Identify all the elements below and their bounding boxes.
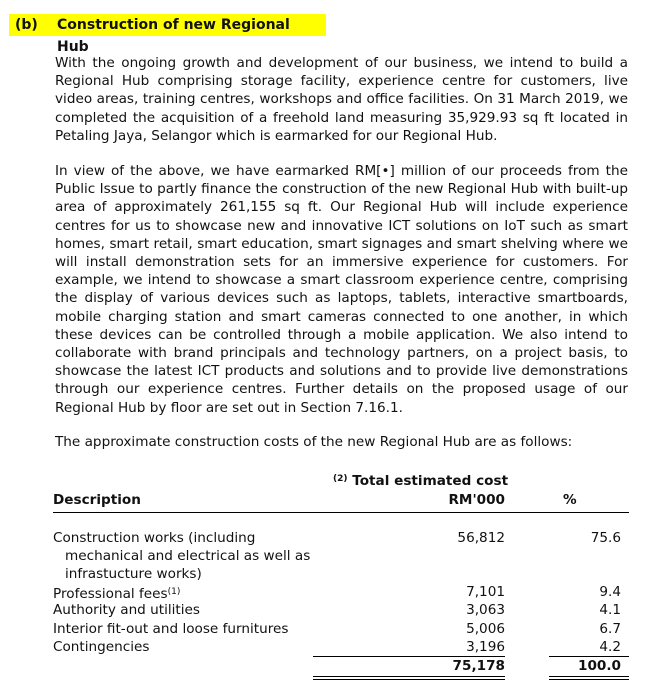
table-row-note: (1) [167, 587, 181, 597]
total-pct: 100.0 [578, 658, 621, 674]
table-row-cost: 5,006 [466, 621, 505, 637]
paragraph-regional-hub-intro: With the ongoing growth and development of our business, we intend to build a Regional Hub comprising storage facility, experience centre for customers, live video areas, training centres, workshops and office facilities. On 31 March 2019, we completed the acquisition of a freehold land measuring 35,929.93 sq ft located in Petaling Jaya, Selangor which is earmarked for our Regional Hub. [55, 55, 628, 144]
paragraph-regional-hub-details: In view of the above, we have earmarked RM[•] million of our proceeds from the Public Issue to partly finance the construction of the new Regional Hub with built-up area of approximately 261,155 sq ft. Our Regional Hub will include experience centres for us to showcase new and innovative ICT solutions on IoT such as smart homes, smart retail, smart education, smart signages and smart shelving where we will install demonstration sets for an immersive experience for customers. For example, we intend to showcase a smart classroom experience centre, comprising the display of various devices such as laptops, tablets, interactive smartboards, mobile charging station and smart cameras connected to one another, in which these devices can be controlled through a mobile application. We also intend to collaborate with brand principals and technology partners, on a project basis, to showcase the latest ICT products and solutions and to provide live demonstrations through our experience centres. Further details on the proposed usage of our Regional Hub by floor are set out in Section 7.16.1. [55, 163, 628, 416]
description-header: Description [53, 492, 141, 508]
table-row-cost: 56,812 [457, 530, 505, 546]
table-row-pct: 9.4 [599, 584, 621, 600]
section-number: (b) [15, 17, 38, 33]
table-row-pct: 4.2 [599, 639, 621, 655]
table-row-pct: 75.6 [590, 530, 621, 546]
table-row-cost: 3,196 [466, 639, 505, 655]
table-row-pct: 4.1 [599, 602, 621, 618]
table-row-pct: 6.7 [599, 621, 621, 637]
table-row-cost: 7,101 [466, 584, 505, 600]
total-pct-double-rule-1 [549, 676, 629, 677]
pct-header: % [563, 492, 577, 508]
table-row-description: Contingencies [53, 639, 150, 655]
cost-header-label: $^{(2)}$ Total estimated cost [333, 473, 509, 489]
section-title: Construction of new Regional Hub [57, 17, 290, 55]
header-underline [53, 512, 629, 513]
section-heading [9, 14, 326, 55]
cost-header-note: (2) [333, 474, 348, 484]
total-cost: 75,178 [452, 658, 505, 674]
total-cost-double-rule-2 [313, 679, 505, 680]
total-cost-double-rule-1 [313, 676, 505, 677]
table-row-cost: 3,063 [466, 602, 505, 618]
table-row-description: Professional fees$^{(1)}$ [53, 586, 181, 602]
total-pct-double-rule-2 [549, 679, 629, 680]
cost-unit-header: RM'000 [448, 492, 505, 508]
table-row-description: Construction works (including mechanical and electrical as well as infrastucture works) [53, 530, 311, 582]
table-row-description: Authority and utilities [53, 602, 200, 618]
paragraph-cost-intro: The approximate construction costs of the new Regional Hub are as follows: [55, 434, 573, 450]
table-row-description: Interior fit-out and loose furnitures [53, 621, 289, 637]
